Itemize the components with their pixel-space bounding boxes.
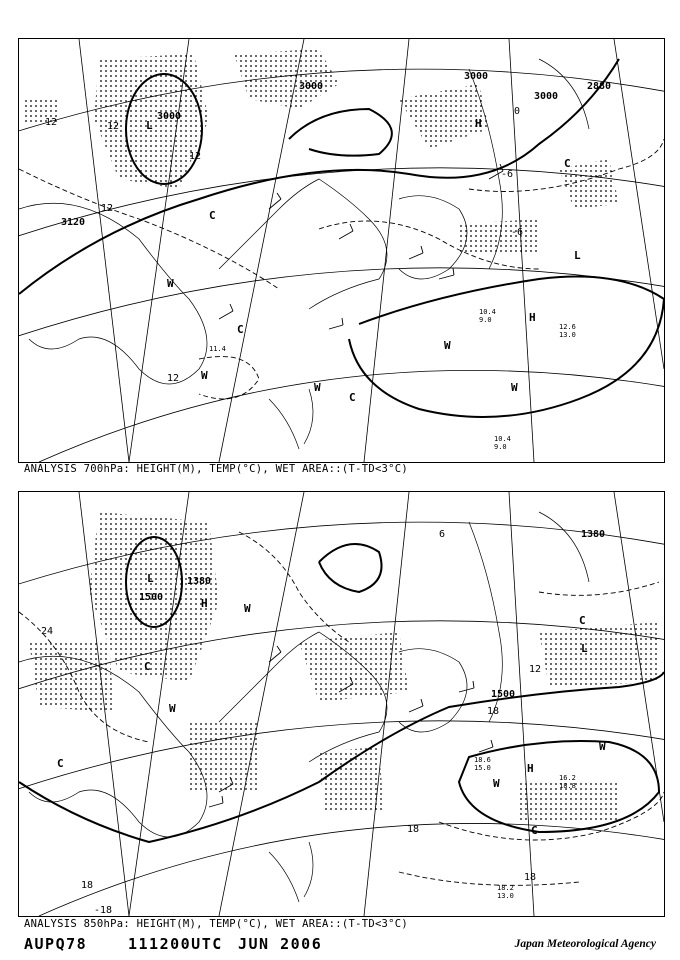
height-label: 3000 — [157, 111, 182, 122]
height-label: 1500 — [491, 689, 516, 700]
temp-label: 18 — [524, 872, 537, 883]
system-marker: H — [475, 117, 482, 130]
map-850hpa — [18, 491, 665, 917]
temp-label: 18 — [487, 706, 500, 717]
temp-label: -6 — [511, 227, 524, 238]
system-marker: C — [564, 157, 571, 170]
station-value: 18.6 — [474, 756, 491, 764]
height-label: 3000 — [464, 71, 489, 82]
system-marker: H — [201, 597, 208, 610]
system-marker: W — [244, 602, 251, 615]
system-marker: W — [169, 702, 176, 715]
temp-label: 24 — [41, 626, 54, 637]
temp-label: 12 — [101, 203, 114, 214]
system-marker: W — [167, 277, 174, 290]
agency-credit: Japan Meteorological Agency — [514, 938, 656, 950]
station-value: 12.6 — [559, 323, 576, 331]
system-marker: W — [201, 369, 208, 382]
station-value: 13.0 — [559, 331, 576, 339]
height-label: 1380 — [187, 576, 212, 587]
system-marker: L — [147, 572, 154, 585]
system-marker: L — [581, 642, 588, 655]
system-marker: C — [579, 614, 586, 627]
station-value: 13.0 — [497, 892, 514, 900]
system-marker: W — [599, 740, 606, 753]
temp-label: 6 — [439, 529, 446, 540]
height-label: 3000 — [299, 81, 324, 92]
system-marker: L — [574, 249, 581, 262]
system-marker: C — [349, 391, 356, 404]
height-label: 1380 — [581, 529, 606, 540]
station-value: 9.0 — [479, 316, 492, 324]
temp-label: 12 — [529, 664, 542, 675]
station-value: 10.4 — [494, 435, 511, 443]
system-marker: W — [493, 777, 500, 790]
system-marker: C — [209, 209, 216, 222]
temp-label: 12 — [107, 121, 120, 132]
analysis-timestamp: 111200UTC — [128, 935, 223, 953]
station-value: 10.4 — [479, 308, 496, 316]
temp-label: 12 — [45, 117, 58, 128]
temp-label: 18 — [407, 824, 420, 835]
caption-850hpa: ANALYSIS 850hPa: HEIGHT(M), TEMP(°C), WET AREA::(T-TD<3°C) — [24, 918, 409, 930]
map-850hpa-canvas — [19, 492, 664, 916]
system-marker: C — [144, 660, 151, 673]
station-value: 15.0 — [474, 764, 491, 772]
system-marker: W — [314, 381, 321, 394]
system-marker: L — [146, 119, 153, 132]
system-marker: C — [531, 824, 538, 837]
system-marker: C — [57, 757, 64, 770]
system-marker: W — [444, 339, 451, 352]
height-label: 3000 — [534, 91, 559, 102]
temp-label: 12 — [167, 373, 180, 384]
map-700hpa — [18, 38, 665, 463]
system-marker: H — [527, 762, 534, 775]
temp-label: 12 — [189, 151, 202, 162]
temp-label: -18 — [94, 905, 113, 916]
station-value: 18.8 — [559, 782, 576, 790]
height-label: 2880 — [587, 81, 612, 92]
station-value: 16.2 — [559, 774, 576, 782]
analysis-date: JUN 2006 — [238, 935, 323, 953]
system-marker: C — [237, 323, 244, 336]
temp-label: 0 — [514, 106, 521, 117]
station-value: 18.2 — [497, 884, 514, 892]
height-label: 1500 — [139, 592, 164, 603]
station-values — [209, 308, 576, 451]
map-700hpa-canvas — [19, 39, 664, 462]
temp-label: -6 — [501, 169, 514, 180]
station-value: 9.0 — [494, 443, 507, 451]
bulletin-id: AUPQ78 — [24, 935, 88, 953]
system-marker: H — [529, 311, 536, 324]
system-marker: W — [511, 381, 518, 394]
temp-label: 18 — [81, 880, 94, 891]
caption-700hpa: ANALYSIS 700hPa: HEIGHT(M), TEMP(°C), WET AREA::(T-TD<3°C) — [24, 463, 409, 475]
height-label: 3120 — [61, 217, 86, 228]
station-value: 11.4 — [209, 345, 226, 353]
